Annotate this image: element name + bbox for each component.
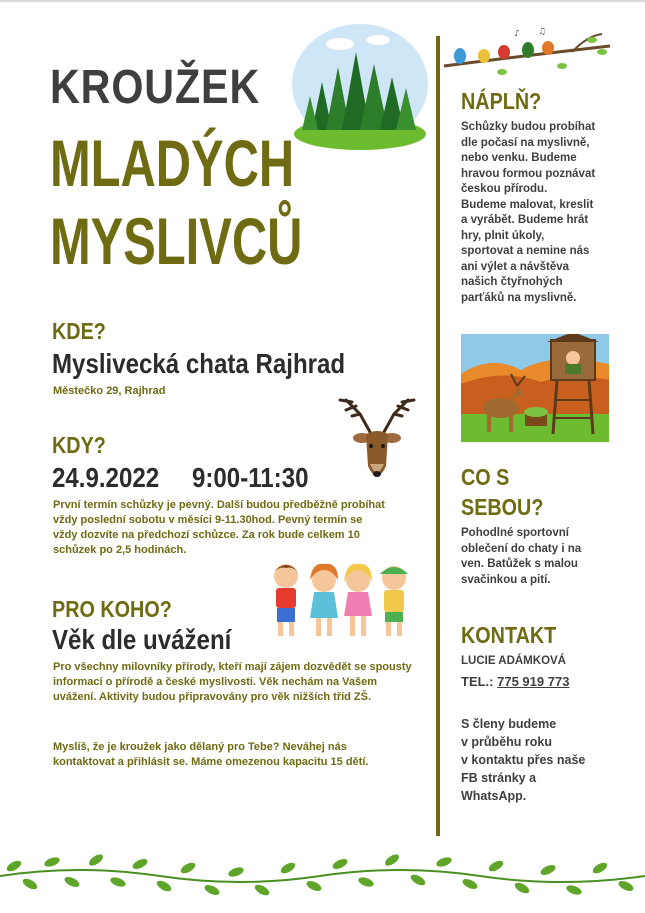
kdy-time: 9:00-11:30 bbox=[192, 462, 309, 493]
svg-text:♫: ♫ bbox=[538, 27, 547, 37]
prokoho-heading: PRO KOHO? bbox=[52, 596, 172, 622]
kontakt-line: v kontaktu přes naše bbox=[461, 753, 586, 767]
forest-image bbox=[290, 22, 430, 152]
prokoho-closing: Myslíš, že je kroužek jako dělaný pro Tebe? Neváhej nás kontaktovat a přihlásit se. Máme omezenou kapacitu 15 dětí. bbox=[53, 741, 369, 768]
kdy-heading: KDY? bbox=[52, 432, 106, 458]
kontakt-text bbox=[461, 715, 621, 805]
napln-line: našich čtyřnohých bbox=[461, 276, 563, 288]
napln-line: parťáků na myslivně. bbox=[461, 291, 577, 304]
birds-branch-image bbox=[442, 26, 612, 86]
children-image bbox=[262, 558, 422, 644]
hunting-scene-image bbox=[461, 334, 609, 442]
cosebou-line: svačinkou a pití. bbox=[461, 573, 551, 586]
kontakt-line: FB stránky a bbox=[461, 771, 537, 785]
top-border bbox=[0, 0, 645, 2]
prokoho-subheading: Věk dle uvážení bbox=[52, 624, 232, 655]
kdy-date: 24.9.2022 bbox=[52, 462, 160, 493]
kontakt-line: WhatsApp. bbox=[461, 789, 527, 803]
cosebou-line: ven. Batůžek s malou bbox=[461, 558, 578, 570]
kontakt-line: S členy budeme bbox=[461, 717, 557, 731]
cosebou-line: Pohodlné sportovní bbox=[461, 527, 569, 539]
kontakt-name: LUCIE ADÁMKOVÁ bbox=[461, 655, 566, 667]
kontakt-heading: KONTAKT bbox=[461, 622, 557, 648]
title-line-2: MLADÝCH bbox=[50, 126, 295, 200]
leaf-garland-image bbox=[0, 846, 645, 906]
napln-line: hravou formou poznávat bbox=[461, 167, 596, 180]
napln-line: sportovat a nemine nás bbox=[461, 245, 590, 257]
tel-label: TEL.: bbox=[461, 674, 494, 689]
napln-line: ani výlet a návštěva bbox=[461, 260, 570, 273]
cosebou-text bbox=[461, 526, 621, 588]
title-line-1: KROUŽEK bbox=[50, 61, 261, 114]
kontakt-line: v průběhu roku bbox=[461, 735, 552, 749]
napln-line: nebo venku. Budeme bbox=[461, 152, 577, 164]
kde-heading: KDE? bbox=[52, 318, 106, 344]
napln-heading: NÁPLŇ? bbox=[461, 88, 542, 114]
napln-line: dle počasí na myslivně, bbox=[461, 136, 590, 149]
napln-line: a vyrábět. Budeme hrát bbox=[461, 214, 589, 226]
svg-text:♪: ♪ bbox=[514, 29, 520, 39]
column-divider bbox=[436, 36, 440, 836]
napln-line: českou přírodu. bbox=[461, 183, 548, 195]
phone-link[interactable]: 775 919 773 bbox=[497, 674, 570, 689]
title-line-3: MYSLIVCŮ bbox=[50, 204, 303, 278]
napln-line: Budeme malovat, kreslit bbox=[461, 198, 594, 211]
kde-address: Městečko 29, Rajhrad bbox=[53, 385, 166, 397]
napln-line: Schůzky budou probíhat bbox=[461, 121, 596, 133]
cosebou-line: oblečení do chaty i na bbox=[461, 542, 582, 555]
kde-place: Myslivecká chata Rajhrad bbox=[52, 348, 346, 379]
kdy-text: První termín schůzky je pevný. Další budou předběžně probíhat vždy poslední sobotu v měsíci 9-11.30hod. Pevný termín se vždy dozvíte na předchozí schůzce. Za rok bude celkem 10 schůzek po 2,5 hodinách. bbox=[53, 499, 385, 556]
cosebou-heading-2: SEBOU? bbox=[461, 494, 544, 520]
deer-head-image bbox=[332, 396, 422, 488]
cosebou-heading-1: CO S bbox=[461, 464, 510, 490]
prokoho-text: Pro všechny milovníky přírody, kteří mají zájem dozvědět se spousty informací o přírodě a české myslivosti. Věk nechám na Vašem uvážení. Aktivity budou připravovány pro věk nižších tříd ZŠ. bbox=[53, 661, 412, 703]
napln-text bbox=[461, 120, 621, 306]
napln-line: hry, plnit úkoly, bbox=[461, 229, 545, 242]
kontakt-phone-row bbox=[461, 674, 569, 689]
